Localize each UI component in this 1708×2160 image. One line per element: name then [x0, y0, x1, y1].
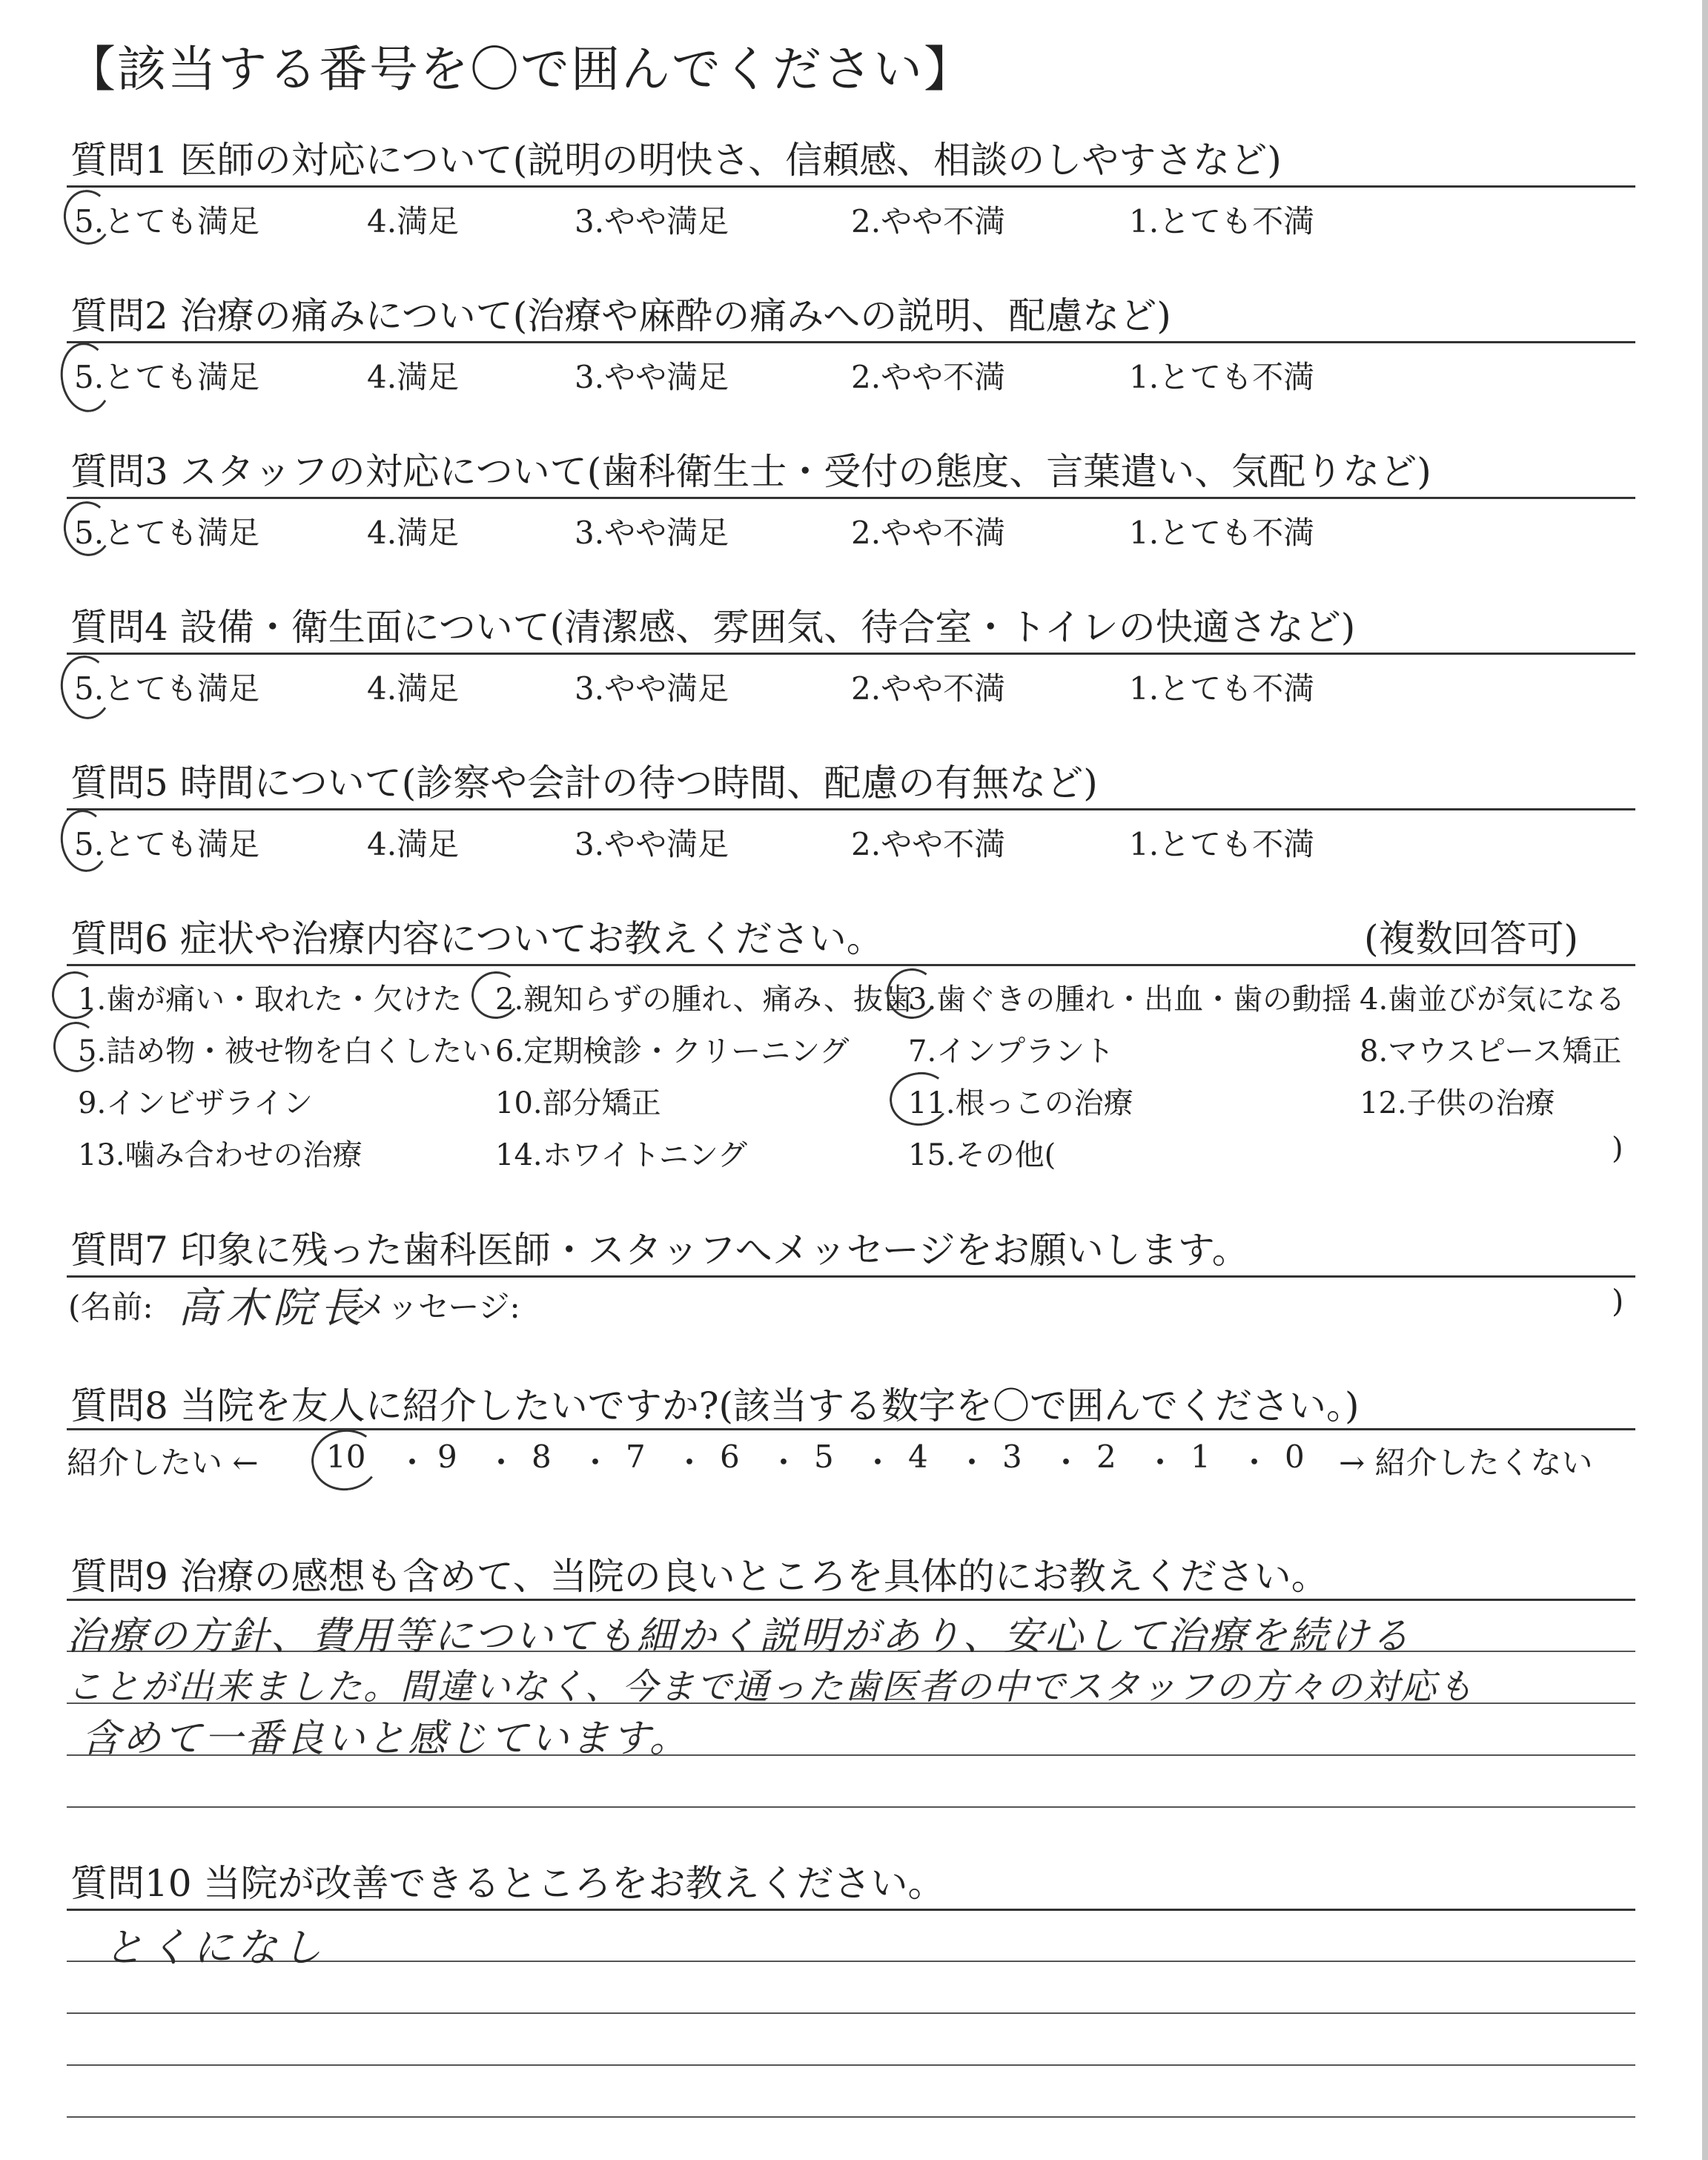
q6-item-15[interactable]: 15.その他( [908, 1138, 1056, 1172]
q4-option-3[interactable]: 3.やや満足 [575, 670, 729, 707]
q7-name-handwritten: 高木院長 [178, 1284, 368, 1332]
scan-edge [1702, 0, 1708, 2160]
q2-option-4[interactable]: 4.満足 [367, 359, 460, 395]
q8-left-label: 紹介したい ← [67, 1444, 259, 1481]
q8-scale-2[interactable]: 2 [1096, 1439, 1116, 1475]
q8-scale-7[interactable]: 7 [626, 1439, 646, 1475]
q5-selected-circle [56, 807, 112, 875]
q6-item-6[interactable]: 6.定期検診・クリーニング [495, 1034, 850, 1069]
q3-option-4[interactable]: 4.満足 [367, 515, 460, 551]
q1-option-4[interactable]: 4.満足 [367, 203, 460, 240]
q6-item-12[interactable]: 12.子供の治療 [1360, 1086, 1555, 1120]
q2-rule [67, 341, 1635, 343]
q2-option-1[interactable]: 1.とても不満 [1129, 359, 1315, 395]
q1-option-3[interactable]: 3.やや満足 [575, 203, 729, 240]
q8-dot: ・ [486, 1444, 517, 1481]
q1-rule [67, 185, 1635, 188]
q2-option-5[interactable]: 5.とても満足 [74, 359, 260, 395]
q6-item-2[interactable]: 2.親知らずの腫れ、痛み、抜歯 [495, 982, 913, 1017]
q6-item-11[interactable]: 11.根っこの治療 [908, 1086, 1133, 1120]
q1-option-1[interactable]: 1.とても不満 [1129, 203, 1315, 240]
q6-item-13[interactable]: 13.噛み合わせの治療 [78, 1138, 363, 1172]
q3-label: 質問3 スタッフの対応について(歯科衛生士・受付の態度、言葉遣い、気配りなど) [70, 450, 1431, 493]
q10-answer-line [67, 2116, 1635, 2118]
q6-item-3[interactable]: 3.歯ぐきの腫れ・出血・歯の動揺 [908, 982, 1352, 1017]
q7-label: 質問7 印象に残った歯科医師・スタッフへメッセージをお願いします。 [70, 1229, 1249, 1272]
q8-dot: ・ [1239, 1444, 1271, 1481]
q6-item-1[interactable]: 1.歯が痛い・取れた・欠けた [78, 982, 463, 1017]
q9-rule [67, 1599, 1635, 1601]
q5-option-3[interactable]: 3.やや満足 [575, 826, 729, 862]
q8-rule [67, 1428, 1635, 1430]
form-title: 【該当する番号を〇で囲んでください】 [67, 41, 974, 98]
q6-item-4[interactable]: 4.歯並びが気になる [1360, 982, 1626, 1017]
q8-dot: ・ [1050, 1444, 1082, 1481]
q3-option-5[interactable]: 5.とても満足 [74, 515, 260, 551]
q4-label: 質問4 設備・衛生面について(清潔感、雰囲気、待合室・トイレの快適さなど) [70, 606, 1356, 649]
q5-option-4[interactable]: 4.満足 [367, 826, 460, 862]
q3-rule [67, 497, 1635, 499]
q3-option-2[interactable]: 2.やや不満 [851, 515, 1006, 551]
q6-label: 質問6 症状や治療内容についてお教えください。 [70, 917, 884, 960]
q5-option-5[interactable]: 5.とても満足 [74, 826, 260, 862]
q8-selected-circle [308, 1425, 384, 1495]
q8-scale-8[interactable]: 8 [532, 1439, 552, 1475]
q8-dot: ・ [768, 1444, 800, 1481]
q1-option-2[interactable]: 2.やや不満 [851, 203, 1006, 240]
q6-item-9[interactable]: 9.インビザライン [78, 1086, 313, 1120]
q2-option-3[interactable]: 3.やや満足 [575, 359, 729, 395]
q4-option-2[interactable]: 2.やや不満 [851, 670, 1006, 707]
q9-answer-line-3: 含めて一番良いと感じています。 [82, 1717, 690, 1761]
q5-label: 質問5 時間について(診察や会計の待つ時間、配慮の有無など) [70, 762, 1098, 805]
q8-dot: ・ [580, 1444, 612, 1481]
q3-option-3[interactable]: 3.やや満足 [575, 515, 729, 551]
q8-scale-5[interactable]: 5 [814, 1439, 834, 1475]
q9-answer-line-1: 治療の方針、費用等についても細かく説明があり、安心して治療を続ける [67, 1614, 1411, 1659]
q2-option-2[interactable]: 2.やや不満 [851, 359, 1006, 395]
q2-label: 質問2 治療の痛みについて(治療や麻酔の痛みへの説明、配慮など) [70, 294, 1171, 337]
q8-scale-0[interactable]: 0 [1285, 1439, 1305, 1475]
q8-scale-10[interactable]: 10 [326, 1439, 366, 1475]
q8-scale-6[interactable]: 6 [720, 1439, 740, 1475]
q1-option-5[interactable]: 5.とても満足 [74, 203, 260, 240]
q7-name-prefix: (名前: [68, 1289, 153, 1325]
q5-rule [67, 808, 1635, 810]
q9-answer-line [67, 1806, 1635, 1808]
q6-rule [67, 964, 1635, 966]
q4-selected-circle [56, 653, 115, 723]
q8-scale-4[interactable]: 4 [908, 1439, 928, 1475]
q5-option-2[interactable]: 2.やや不満 [851, 826, 1006, 862]
q8-dot: ・ [956, 1444, 988, 1481]
q7-message-label: メッセージ: [356, 1289, 520, 1325]
q6-item-8[interactable]: 8.マウスピース矯正 [1360, 1034, 1622, 1069]
q6-item-7[interactable]: 7.インプラント [908, 1034, 1115, 1069]
q4-rule [67, 653, 1635, 655]
q8-dot: ・ [1145, 1444, 1176, 1481]
q10-answer-line [67, 2064, 1635, 2066]
q10-label: 質問10 当院が改善できるところをお教えください。 [70, 1862, 945, 1905]
q1-label: 質問1 医師の対応について(説明の明快さ、信頼感、相談のしやすさなど) [70, 139, 1282, 182]
q8-dot: ・ [397, 1444, 428, 1481]
q7-close-paren: ) [1612, 1283, 1624, 1319]
q6-multiple-note: (複数回答可) [1364, 917, 1579, 960]
q8-scale-3[interactable]: 3 [1002, 1439, 1022, 1475]
q3-option-1[interactable]: 1.とても不満 [1129, 515, 1315, 551]
q4-option-1[interactable]: 1.とても不満 [1129, 670, 1315, 707]
q10-rule [67, 1909, 1635, 1911]
q6-item-10[interactable]: 10.部分矯正 [495, 1086, 661, 1120]
q8-dot: ・ [674, 1444, 706, 1481]
q4-option-5[interactable]: 5.とても満足 [74, 670, 260, 707]
q2-selected-circle [56, 340, 116, 416]
q8-label: 質問8 当院を友人に紹介したいですか?(該当する数字を〇で囲んでください。) [70, 1384, 1360, 1427]
q8-scale-9[interactable]: 9 [437, 1439, 457, 1475]
q8-scale-1[interactable]: 1 [1191, 1439, 1211, 1475]
q9-label: 質問9 治療の感想も含めて、当院の良いところを具体的にお教えください。 [70, 1555, 1328, 1598]
q9-answer-line-2: ことが出来ました。間違いなく、今まで通った歯医者の中でスタッフの方々の対応も [67, 1666, 1475, 1708]
q6-other-close-paren: ) [1612, 1132, 1623, 1166]
q6-item-5[interactable]: 5.詰め物・被せ物を白くしたい [78, 1034, 492, 1069]
q10-answer-line [67, 2012, 1635, 2014]
q10-answer: とくになし [104, 1924, 326, 1971]
q4-option-4[interactable]: 4.満足 [367, 670, 460, 707]
q8-right-label: → 紹介したくない [1339, 1444, 1593, 1481]
q5-option-1[interactable]: 1.とても不満 [1129, 826, 1315, 862]
q8-dot: ・ [862, 1444, 894, 1481]
q6-item-14[interactable]: 14.ホワイトニング [495, 1138, 748, 1172]
